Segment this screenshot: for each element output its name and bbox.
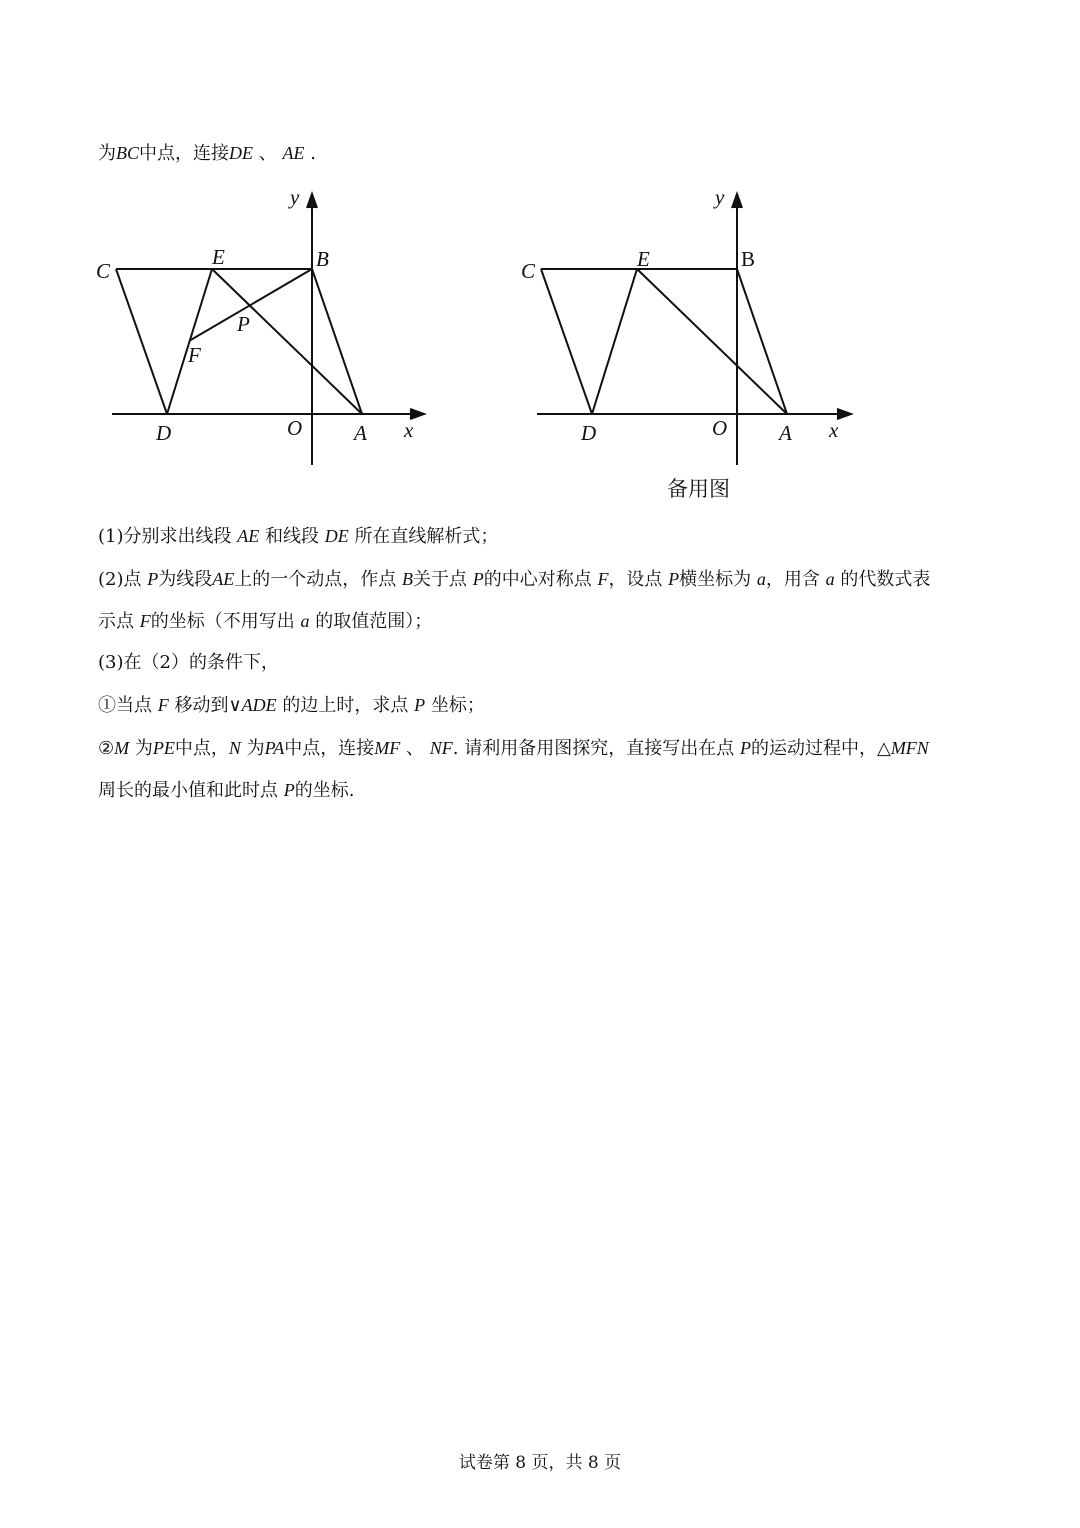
var-AE: AE xyxy=(282,143,305,163)
var: a xyxy=(825,569,835,589)
text: 的运动过程中，△ xyxy=(750,738,891,759)
var: MFN xyxy=(890,738,929,758)
segment-CD xyxy=(541,269,592,414)
label-O: O xyxy=(287,416,303,440)
text: 为 xyxy=(134,738,153,759)
text: 中点，连接 xyxy=(139,143,230,164)
question-3-part1 xyxy=(98,693,485,718)
text: (1)分别求出线段 xyxy=(98,526,232,547)
var: P xyxy=(147,569,159,589)
text: 移动到∨ xyxy=(174,695,242,716)
var: MF xyxy=(374,738,401,758)
var: N xyxy=(228,738,241,758)
var: ADE xyxy=(241,695,277,715)
label-A: A xyxy=(354,421,367,445)
label-E: E xyxy=(212,245,225,269)
question-1 xyxy=(98,524,498,549)
text: 为线段 xyxy=(158,569,213,590)
var: P xyxy=(472,569,484,589)
label-C: C xyxy=(96,259,111,283)
figure-backup xyxy=(0,0,1080,520)
var: P xyxy=(739,738,751,758)
label-y: y xyxy=(290,185,300,209)
label-D: D xyxy=(581,421,597,445)
text: 中点， xyxy=(174,738,229,759)
text: 的代数式表 xyxy=(840,569,931,590)
text: 上的一个动点，作点 xyxy=(234,569,397,590)
var: F xyxy=(157,695,169,715)
text: 关于点 xyxy=(412,569,467,590)
var-BC: BC xyxy=(116,143,140,163)
label-D: D xyxy=(156,421,172,445)
text: 和线段 xyxy=(264,526,319,547)
text: (2)点 xyxy=(98,569,142,590)
var: B xyxy=(401,569,413,589)
text: 的边上时，求点 xyxy=(282,695,409,716)
var: M xyxy=(114,738,130,758)
text: 周长的最小值和此时点 xyxy=(98,780,278,801)
page-footer: 试卷第 8 页，共 8 页 xyxy=(458,1453,622,1473)
segment-EA xyxy=(637,269,787,414)
text: 的坐标（不用写出 xyxy=(150,611,295,632)
question-3-part2 xyxy=(98,736,929,761)
var: F xyxy=(139,611,151,631)
text: 横坐标为 xyxy=(679,569,752,590)
label-B: B xyxy=(741,247,756,271)
var: PE xyxy=(152,738,175,758)
label-A: A xyxy=(779,421,792,445)
var: P xyxy=(414,695,426,715)
question-3 xyxy=(98,651,279,675)
label-y: y xyxy=(715,185,725,209)
var: a xyxy=(300,611,310,631)
segment-DE xyxy=(592,269,637,414)
text: ①当点 xyxy=(98,695,152,716)
label-E: E xyxy=(637,247,650,271)
text: ② xyxy=(98,738,115,759)
text: 的取值范围）； xyxy=(315,611,433,632)
var: NF xyxy=(429,738,453,758)
text: 坐标； xyxy=(430,695,485,716)
label-B: B xyxy=(316,247,329,271)
text: 、 xyxy=(258,143,277,164)
var: a xyxy=(756,569,766,589)
text: 的中心对称点 xyxy=(483,569,592,590)
text: ，设点 xyxy=(608,569,663,590)
var: AE xyxy=(212,569,235,589)
text: (3)在（2）的条件下， xyxy=(98,652,279,673)
label-x: x xyxy=(829,418,839,442)
text: 所在直线解析式； xyxy=(354,526,499,547)
var: DE xyxy=(324,526,349,546)
var: PA xyxy=(264,738,285,758)
y-axis-arrow xyxy=(732,194,742,208)
var: P xyxy=(668,569,680,589)
var: F xyxy=(597,569,609,589)
segment-BA xyxy=(737,269,787,414)
var: AE xyxy=(237,526,260,546)
text: 示点 xyxy=(98,611,134,632)
var-DE: DE xyxy=(229,143,254,163)
label-O: O xyxy=(712,416,728,440)
figure-caption: 备用图 xyxy=(667,477,730,501)
label-C: C xyxy=(521,259,536,283)
text: 的坐标. xyxy=(294,780,355,801)
text: 、 xyxy=(406,738,425,759)
text: . xyxy=(310,143,316,164)
question-2 xyxy=(98,567,930,592)
label-P: P xyxy=(237,312,250,336)
x-axis-arrow xyxy=(837,409,851,419)
text: 中点，连接 xyxy=(284,738,375,759)
question-2-cont xyxy=(98,609,432,634)
question-3-part2-cont xyxy=(98,778,354,803)
label-F: F xyxy=(188,343,201,367)
text: 为 xyxy=(246,738,265,759)
var: P xyxy=(283,780,295,800)
text: 为 xyxy=(98,143,116,164)
text: . 请利用备用图探究，直接写出在点 xyxy=(452,738,735,759)
label-x: x xyxy=(404,418,414,442)
text: ，用含 xyxy=(765,569,820,590)
